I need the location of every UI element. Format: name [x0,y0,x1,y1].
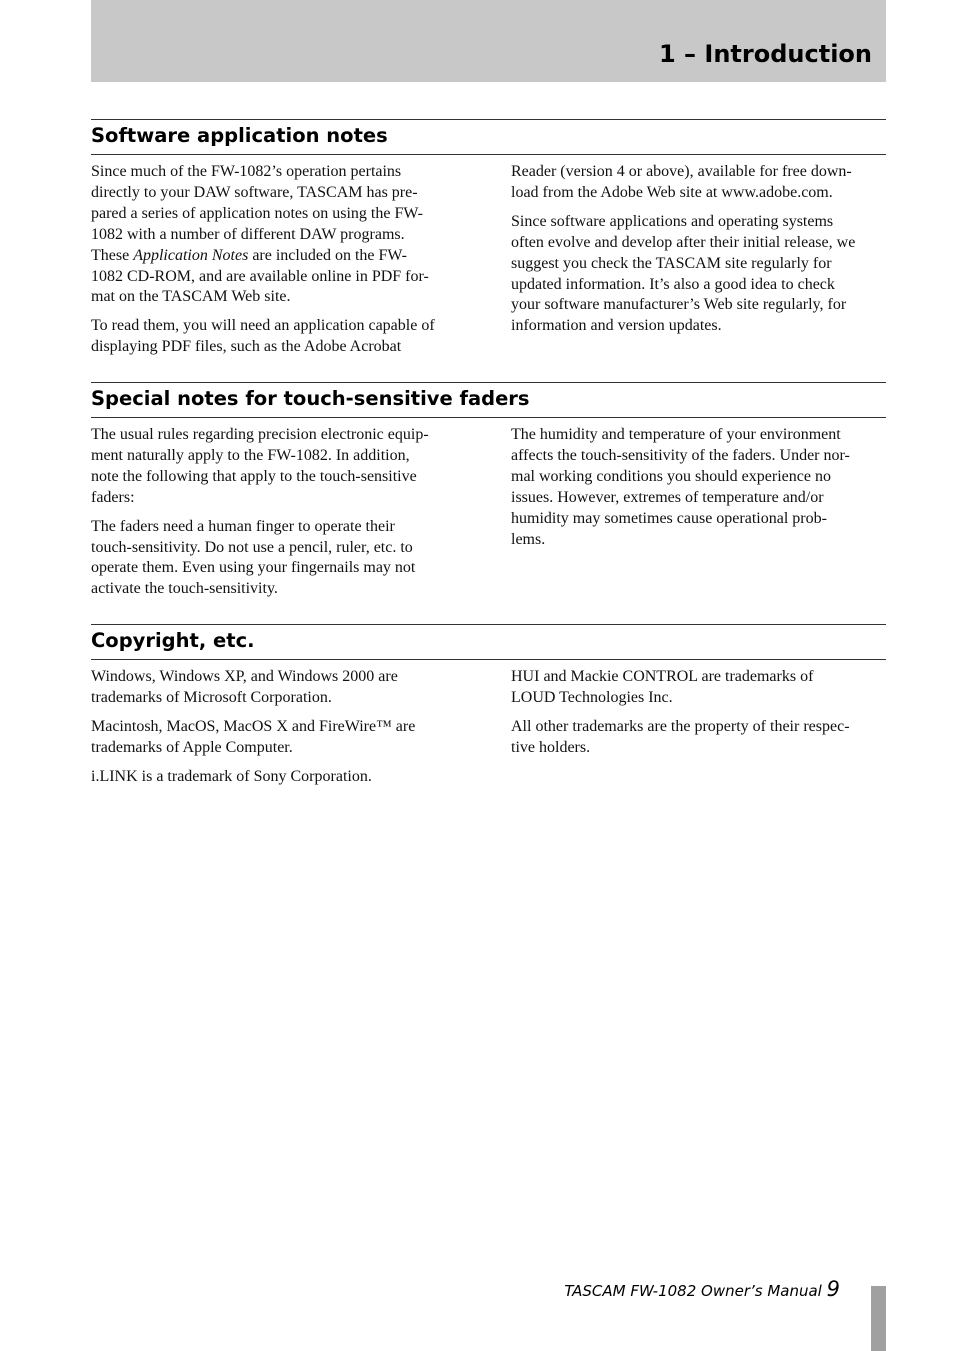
page-number: 9 [826,1277,840,1301]
paragraph: All other trademarks are the property of their respec- tive holders. [511,717,850,756]
paragraph: Reader (version 4 or above), available for free down- load from the Adobe Web site at www.adobe.com. [511,163,852,201]
chapter-header-band [91,0,886,82]
page-footer [564,1277,840,1301]
paragraph: The usual rules regarding precision electronic equip- ment naturally apply to the FW-1082. In addition, note the following that apply to the touch-sensitive faders: [91,426,429,506]
paragraph: To read them, you will need an application capable of displaying PDF files, such as the Adobe Acrobat [91,317,435,356]
paragraph: Macintosh, MacOS, MacOS X and FireWire™ are trademarks of Apple Computer. [91,717,416,756]
paragraph: Since software applications and operating systems often evolve and develop after their initial release, we suggest you check the TASCAM site regularly for updated information. It’s also a good idea to check your software manufacturer’s Web site regularly, for information and version updates. [511,212,856,335]
section-header [91,624,886,660]
right-column [511,162,889,345]
paragraph: Windows, Windows XP, and Windows 2000 are trademarks of Microsoft Corporation. [91,668,398,706]
manual-title: TASCAM FW-1082 Owner’s Manual [564,1282,822,1300]
section-title: Software application notes [91,124,388,147]
section-header [91,382,886,418]
section-header [91,119,886,155]
left-column [91,425,469,608]
left-column [91,162,469,366]
page-edge-tab [871,1286,886,1351]
paragraph: The faders need a human finger to operate their touch-sensitivity. Do not use a pencil, ruler, etc. to operate them. Even using your fingernails may not activate the touch-sensitivity. [91,517,416,598]
section-software-application-notes [91,119,886,356]
chapter-title: 1 – Introduction [659,40,872,68]
left-column [91,667,469,796]
section-title: Copyright, etc. [91,629,255,652]
paragraph: HUI and Mackie CONTROL are trademarks of LOUD Technologies Inc. [511,668,814,706]
section-title: Special notes for touch-sensitive faders [91,387,530,410]
paragraph: i.LINK is a trademark of Sony Corporation. [91,767,372,785]
paragraph: Since much of the FW-1082’s operation pertains directly to your DAW software, TASCAM has pre- pared a series of application notes on using the FW- 1082 with a number of different DAW programs. These Application Notes are included on the FW- 1082 CD-ROM, and are available online in PDF for- mat on the TASCAM Web site. [91,163,429,306]
section-copyright [91,624,886,785]
paragraph: The humidity and temperature of your environment affects the touch-sensitivity of the faders. Under nor- mal working conditions you should experience no issues. However, extremes of temperature and/or humidity may sometimes cause operational prob- lems. [511,426,850,548]
right-column [511,425,889,558]
section-touch-sensitive-faders [91,382,886,598]
right-column [511,667,889,767]
emphasis: Application Notes [133,246,249,264]
